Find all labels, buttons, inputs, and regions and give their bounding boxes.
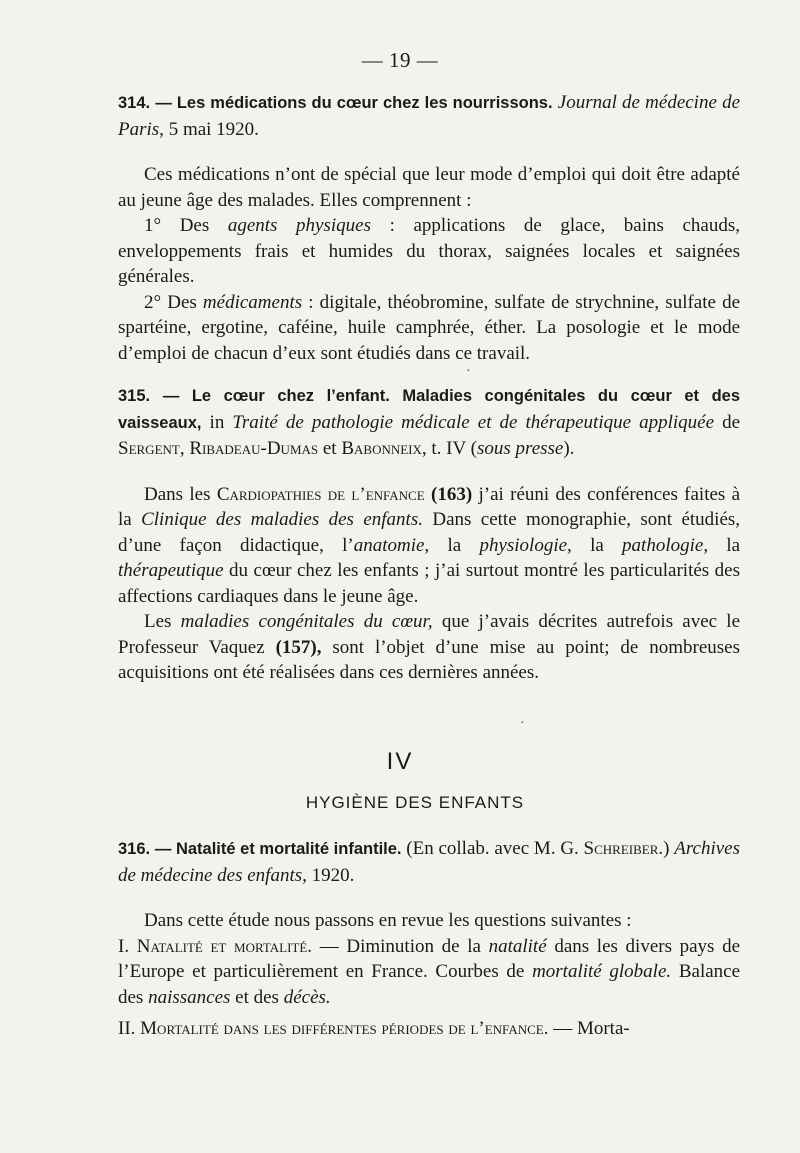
author-name: Schreiber. [583, 838, 664, 859]
emphasis: maladies congénitales du cœur, [180, 611, 433, 632]
paragraph [118, 213, 740, 290]
author-name: Babonneix, [341, 438, 427, 459]
entry-314 [118, 90, 740, 366]
emphasis: agents physiques [227, 215, 371, 236]
treatise-title: Traité de pathologie médicale et de thérapeutique appliquée [232, 411, 715, 433]
author-name: Sergent, [118, 438, 185, 459]
emphasis: médicaments [202, 291, 303, 313]
emphasis: thérapeutique [118, 560, 224, 581]
text-run: la [447, 534, 462, 556]
text-run: : digitale, théobromine, sulfate de strychnine, sulfate de spartéine, ergotine, caféine, huile camphrée, éther. La posologie et le mode d’emploi de chacun d’eux sont étudiés dans ce travail. [118, 291, 741, 364]
list-number: I. [118, 935, 130, 957]
section-numeral: IV [386, 748, 414, 775]
emphasis: Clinique des maladies des enfants. [141, 509, 423, 530]
author-name: Ribadeau-Dumas [189, 438, 319, 459]
entry-title: — Natalité et mortalité infantile. [154, 840, 402, 858]
reference-number: (163) [431, 483, 473, 505]
publication-date: 1920. [311, 864, 355, 886]
text-run: Les [144, 611, 172, 632]
publication-date: 5 mai 1920. [168, 118, 259, 140]
section-title: HYGIÈNE DES ENFANTS [305, 793, 525, 812]
paragraph: Dans cette étude nous passons en revue les questions suivantes : [144, 910, 632, 931]
text-run: Balance des [118, 961, 741, 1008]
text-run: : applications de glace, bains chauds, enveloppements frais et humides du thorax, saignées locales et saignées générales. [118, 215, 741, 287]
text-run: j’ai réuni des conférences faites à la [118, 483, 741, 530]
text-run: la [726, 534, 741, 556]
text-run: de [722, 411, 741, 433]
emphasis: natalité [488, 935, 547, 957]
text-run: que j’avais décrites autrefois avec le Professeur Vaquez [118, 611, 741, 658]
reference-number: (157), [275, 636, 322, 658]
entry-316-heading [118, 836, 740, 888]
text-run: Dans les [144, 483, 211, 505]
entry-315 [118, 383, 740, 686]
text-run: et des [235, 986, 279, 1008]
paragraph [118, 290, 740, 367]
emphasis: physiologie, [479, 534, 572, 556]
text-run: (En collab. avec M. G. [406, 838, 579, 859]
entry-title: — Les médications du cœur chez les nourrissons. [155, 94, 553, 112]
text-run: sont l’objet d’une mise au point; de nombreuses acquisitions ont été réalisées dans ces dernières années. [118, 636, 741, 683]
text-run: Dans cette monographie, sont étudiés, d’une façon didactique, l’ [118, 509, 741, 556]
print-speck: · [520, 716, 525, 731]
entry-314-heading [118, 90, 740, 142]
paragraph [118, 934, 740, 1011]
text-run: t. IV ( [431, 438, 477, 459]
small-caps-title: Natalité et mortalité. [136, 935, 313, 957]
text-run: 1° Des [144, 215, 210, 236]
entry-316 [118, 836, 740, 1042]
small-caps-title: Cardiopathies de l’enfance [216, 483, 425, 505]
text-run: — Diminution de la [319, 935, 481, 957]
journal-name: Archives de médecine des enfants, [118, 838, 741, 886]
text-run: — Morta- [553, 1018, 630, 1039]
entry-number: 316. [118, 840, 151, 858]
paragraph [118, 1016, 740, 1042]
entry-title: — Le cœur chez l’enfant. Maladies congénitales du cœur et des vaisseaux, [118, 387, 740, 432]
page-number: — 19 — [361, 48, 439, 72]
text-run: ). [563, 438, 575, 459]
journal-name: Journal de médecine de Paris, [118, 92, 741, 140]
paragraph: Ces médications n’ont de spécial que leur mode d’emploi qui doit être adapté au jeune âge des malades. Elles comprennent : [118, 164, 740, 211]
emphasis: sous presse [476, 438, 564, 459]
text-run: la [590, 534, 604, 556]
emphasis: décès. [283, 986, 331, 1008]
emphasis: naissances [148, 986, 231, 1008]
emphasis: anatomie, [353, 534, 430, 556]
text-run: et [322, 438, 337, 459]
entry-number: 314. [118, 94, 151, 112]
text-run: in [209, 411, 225, 433]
text-run: du cœur chez les enfants ; j’ai surtout montré les particularités des affections cardiaques dans le jeune âge. [118, 560, 740, 607]
print-speck: · [466, 364, 471, 379]
emphasis: pathologie, [622, 534, 709, 556]
text-run: ) [663, 838, 670, 859]
entry-315-heading [118, 383, 740, 462]
text-run: dans les divers pays de l’Europe et particulièrement en France. Courbes de [118, 935, 741, 982]
paragraph [118, 482, 740, 610]
entry-number: 315. [118, 387, 151, 405]
small-caps-title: Mortalité dans les différentes périodes de l’enfance. [140, 1018, 549, 1039]
emphasis: mortalité globale. [532, 961, 672, 982]
text-run: 2° Des [144, 291, 197, 313]
list-number: II. [118, 1018, 136, 1039]
paragraph [118, 609, 740, 686]
